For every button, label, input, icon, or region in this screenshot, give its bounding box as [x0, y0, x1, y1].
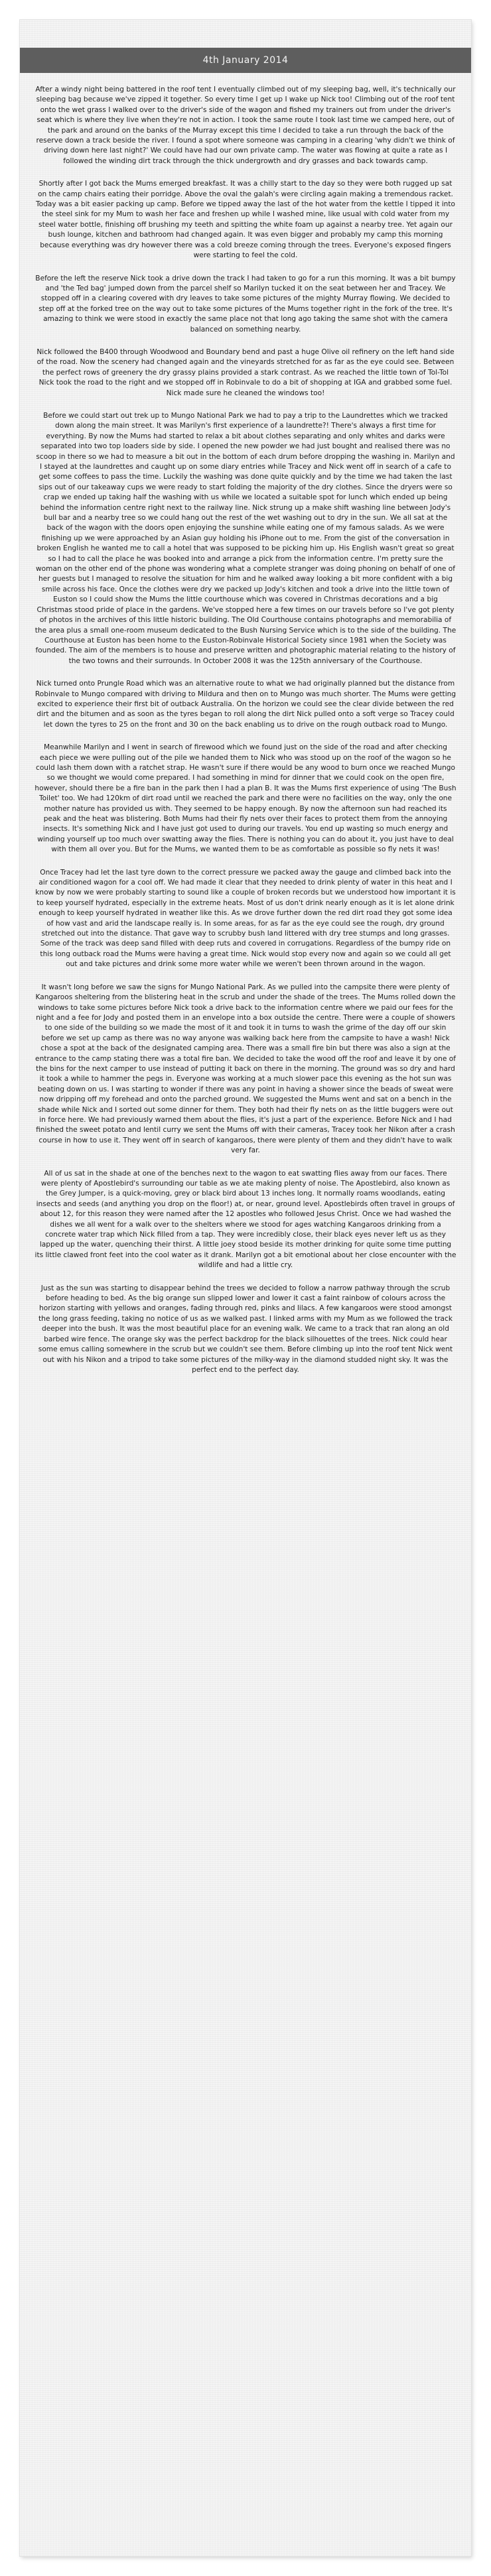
journal-paragraph: Before we could start out trek up to Mungo National Park we had to pay a trip to the Laundrettes which we tracked down along the main street. It was Marilyn's first experience of a laundrette?! There's always a first time for everything. By now the Mums had started to relax a bit about clothes separating and only whites and darks were separated into two top loaders side by side. I opened the new powder we had just bought and realised there was no scoop in there so we had to measure a bit out in the bottom of each drum before dropping the washing in. Marilyn and I stayed at the laundrettes and caught up on some diary entries while Tracey and Nick went off in search of a cafe to get some coffees to pass the time. Luckily the washing was done quite quickly and by the time we had taken the last sips out of our takeaway cups we were ready to start folding the majority of the dry clothes. Since the dryers were so crap we ended up taking half the washing with us while we located a suitable spot for lunch which ended up being behind the information centre right next to the railway line. Nick strung up a make shift washing line between Jody's bull bar and a nearby tree so we could hang out the rest of the wet washing out to dry in the sun. We all sat at the back of the wagon with the doors open enjoying the sunshine while eating one of my famous salads. As we were finishing up we were approached by an Asian guy holding his iPhone out to me. From the gist of the conversation in broken English he wanted me to call a hotel that was supposed to be picking him up. His English wasn't great so great so I had to call the place he was booked into and arrange a pick from the information centre. I'm pretty sure the woman on the other end of the phone was wondering what a complete stranger was doing phoning on behalf of one of her guests but I managed to resolve the situation for him and he walked away looking a bit more confident with a big smile across his face. Once the clothes were dry we packed up Jody's kitchen and took a drive into the little town of Euston so I could show the Mums the little courthouse which was covered in Christmas decorations and a big Christmas stood pride of place in the gardens. We've stopped here a few times on our travels before so I've got plenty of photos in the archives of this little historic building. The Old Courthouse contains photographs and memorabilia of the area plus a small one-room museum dedicated to the Bush Nursing Service which is to the side of the building. The Courthouse at Euston has been home to the Euston-Robinvale Historical Society since 1981 when the Society was founded. The aim of the members is to house and preserve written and photographic material relating to the history of the two towns and their surrounds. In October 2008 it was the 125th anniversary of the Courthouse. — [35, 411, 456, 665]
journal-paragraph: Nick followed the B400 through Woodwood and Boundary bend and past a huge Olive oil refinery on the left hand side of the road. Now the scenery had changed again and the vineyards stretched for as far as the eye could see. Between the perfect rows of greenery the dry grassy plains provided a stark contrast. As we reached the little town of Tol-Tol Nick took the road to the right and we stopped off in Robinvale to do a bit of shopping at IGA and grabbed some fuel. Nick made sure he cleaned the windows too! — [36, 347, 455, 397]
journal-paragraph: After a windy night being battered in the roof tent I eventually climbed out of my sleeping bag, well, it's technically our sleeping bag because we've zipped it together. So every time I get up I wake up Nick too! Climbing out of the roof tent onto the wet grass I walked over to the driver's side of the wagon and fished my trainers out from under the driver's seat which is where they live when they're not in action. I took the same route I took last time we camped here, out of the park and around on the banks of the Murray except this time I decided to take a run through the back of the reserve down a track beside the river. I found a spot where someone was camping in a clearing 'why didn't we think of driving down here last night?' We could have had our own private camp. The water was flowing at quite a rate as I followed the winding dirt track through the thick undergrowth and dry grasses and back towards camp. — [35, 86, 456, 165]
journal-paragraph: All of us sat in the shade at one of the benches next to the wagon to eat swatting flies away from our faces. There were plenty of Apostlebird's surrounding our table as we ate making plenty of noise. The Apostlebird, also known as the Grey Jumper, is a quick-moving, grey or black bird about 13 inches long. It normally roams woodlands, eating insects and seeds (and anything you drop on the floor!) at, or near, ground level. Apostlebirds often travel in groups of about 12, for this reason they were named after the 12 apostles who followed Jesus Christ. Once we had washed the dishes we all went for a walk over to the shelters where we stood for ages watching Kangaroos drinking from a concrete water trap which Nick filled from a tap. They were incredibly close, their black eyes never left us as they lapped up the water, quenching their thirst. A little joey stood beside its mother drinking for quite some time putting its little clawed front feet into the cool water as it drank. Marilyn got a bit emotional about her close encounter with the wildlife and had a little cry. — [35, 1169, 456, 1270]
journal-paragraph: Meanwhile Marilyn and I went in search of firewood which we found just on the side of the road and after checking each piece we were pulling out of the pile we handed them to Nick who was stood up on the roof of the wagon so he could lash them down with a ratchet strap. He wasn't sure if there would be any wood to burn once we reached Mungo so we thought we would come prepared. I had something in mind for dinner that we could cook on the open fire, however, should there be a fire ban in the park then I had a plan B. It was the Mums first experience of using 'The Bush Toilet' too. We had 120km of dirt road until we reached the park and there were no facilities on the way, only the one mother nature has provided us with. They seemed to be happy enough. By now the afternoon sun had reached its peak and the heat was blistering. Both Mums had their fly nets over their faces to protect them from the annoying insects. It's something Nick and I have just got used to during our travels. You end up wasting so much energy and winding yourself up too much over swatting away the flies. There is nothing you can do about it, you just have to deal with them all over you. But for the Mums, we wanted them to be as comfortable as possible so fly nets it was! — [35, 743, 456, 854]
journal-paragraph: Just as the sun was starting to disappear behind the trees we decided to follow a narrow pathway through the scrub before heading to bed. As the big orange sun slipped lower and lower it cast a faint rainbow of colours across the horizon starting with yellows and oranges, fading through red, pinks and lilacs. A few kangaroos were stood amongst the long grass feeding, taking no notice of us as we walked past. I linked arms with my Mum as we followed the track deeper into the bush. It was the most beautiful place for an evening walk. We came to a track that ran along an old barbed wire fence. The orange sky was the perfect backdrop for the black silhouettes of the trees. Nick could hear some emus calling somewhere in the scrub but we couldn't see them. Before climbing up into the roof tent Nick went out with his Nikon and a tripod to take some pictures of the milky-way in the diamond studded night sky. It was the perfect end to the perfect day. — [38, 1284, 453, 1374]
date-header-bar — [20, 48, 471, 73]
journal-paragraph: Once Tracey had let the last tyre down to the correct pressure we packed away the gauge and climbed back into the air conditioned wagon for a cool off. We had made it clear that they needed to drink plenty of water in this heat and I know by now we were probably starting to sound like a couple of broken records but we understood how important it is to keep yourself hydrated, especially in the extreme heats. Most of us don't drink nearly enough as it is let alone drink enough to keep yourself hydrated in weather like this. As we drove further down the red dirt road they got some idea of how vast and arid the landscape really is. In some areas, for as far as the eye could see the rough, dry ground stretched out into the distance. That gave way to scrubby bush land littered with dry tree stumps and long grasses. Some of the track was deep sand filled with deep ruts and covered in corrugations. Regardless of the bumpy ride on this long outback road the Mums were having a great time. Nick would stop every now and again so we could all get out and take pictures and drink some more water while we weren't been thrown around in the wagon. — [35, 868, 456, 969]
journal-paper-sheet — [20, 20, 471, 2556]
journal-entry-body — [35, 85, 456, 1388]
journal-paragraph: Shortly after I got back the Mums emerged breakfast. It was a chilly start to the day so they were both rugged up sat on the camp chairs eating their porridge. Above the oval the galah's were circling again making a tremendous racket. Today was a bit easier packing up camp. Before we tipped away the last of the hot water from the kettle I tipped it into the steel sink for my Mum to wash her face and freshen up while I washed mine, like usual with cold water from my steel water bottle, finishing off brushing my teeth and spitting the white foam up against a nearby tree. Yet again our bush lounge, kitchen and bathroom had changed again. It was even bigger and probably my camp this morning because everything was dry however there was a cold breeze coming through the trees. Everyone's exposed fingers were starting to feel the cold. — [35, 180, 456, 260]
journal-paragraph: It wasn't long before we saw the signs for Mungo National Park. As we pulled into the campsite there were plenty of Kangaroos sheltering from the blistering heat in the scrub and under the shade of the trees. The Mums rolled down the windows to take some pictures before Nick took a drive back to the information centre where we paid our fees for the night and a fee for Jody and posted them in an envelope into a box outside the centre. There were a couple of showers to one side of the building so we made the most of it and took it in turns to wash the grime of the day off our skin before we set up camp as there was no way anyone was walking back here from the campsite to have a wash! Nick chose a spot at the back of the designated camping area. There was a small fire bin but there was also a sign at the entrance to the camp stating there was a total fire ban. We decided to take the wood off the roof and leave it by one of the bins for the next camper to use instead of putting it back on there in the morning. The ground was so dry and hard it took a while to hammer the pegs in. Everyone was working at a much slower pace this evening as the hot sun was beating down on us. I was starting to wonder if there was any point in having a shower since the beads of sweat were now dripping off my forehead and onto the parched ground. We suggested the Mums went and sat on a bench in the shade while Nick and I sorted out some dinner for them. They both had their fly nets on as the little buggers were out in force here. We had previously warned them about the flies, it's just a part of the experience. Before Nick and I had finished the sweet potato and lentil curry we sent the Mums off with their cameras, Tracey took her Nikon after a crash course in how to use it. They went off in search of kangaroos, there were plenty of them and they didn't have to walk very far. — [35, 983, 456, 1155]
journal-paragraph: Before the left the reserve Nick took a drive down the track I had taken to go for a run this morning. It was a bit bumpy and 'the Ted bag' jumped down from the parcel shelf so Marilyn tucked it on the seat between her and Tracey. We stopped off in a clearing covered with dry leaves to take some pictures of the mighty Murray flowing. We decided to step off at the forked tree on the way out to take some pictures of the Mums together right in the fork of the tree. It's amazing to think we were stood in exactly the same place not that long ago taking the same shot with the camera balanced on something nearby. — [35, 274, 456, 334]
journal-paragraph: Nick turned onto Prungle Road which was an alternative route to what we had originally planned but the distance from Robinvale to Mungo compared with driving to Mildura and then on to Mungo was much shorter. The Mums were getting excited to experience their first bit of outback Australia. On the horizon we could see the clear divide between the red dirt and the bitumen and as soon as the tyres began to roll along the dirt Nick pulled onto a soft verge so Tracey could let down the tyres to 25 on the front and 30 on the back enabling us to drive on the rough outback road to Mungo. — [35, 680, 456, 729]
journal-date-title: 4th January 2014 — [202, 55, 289, 66]
